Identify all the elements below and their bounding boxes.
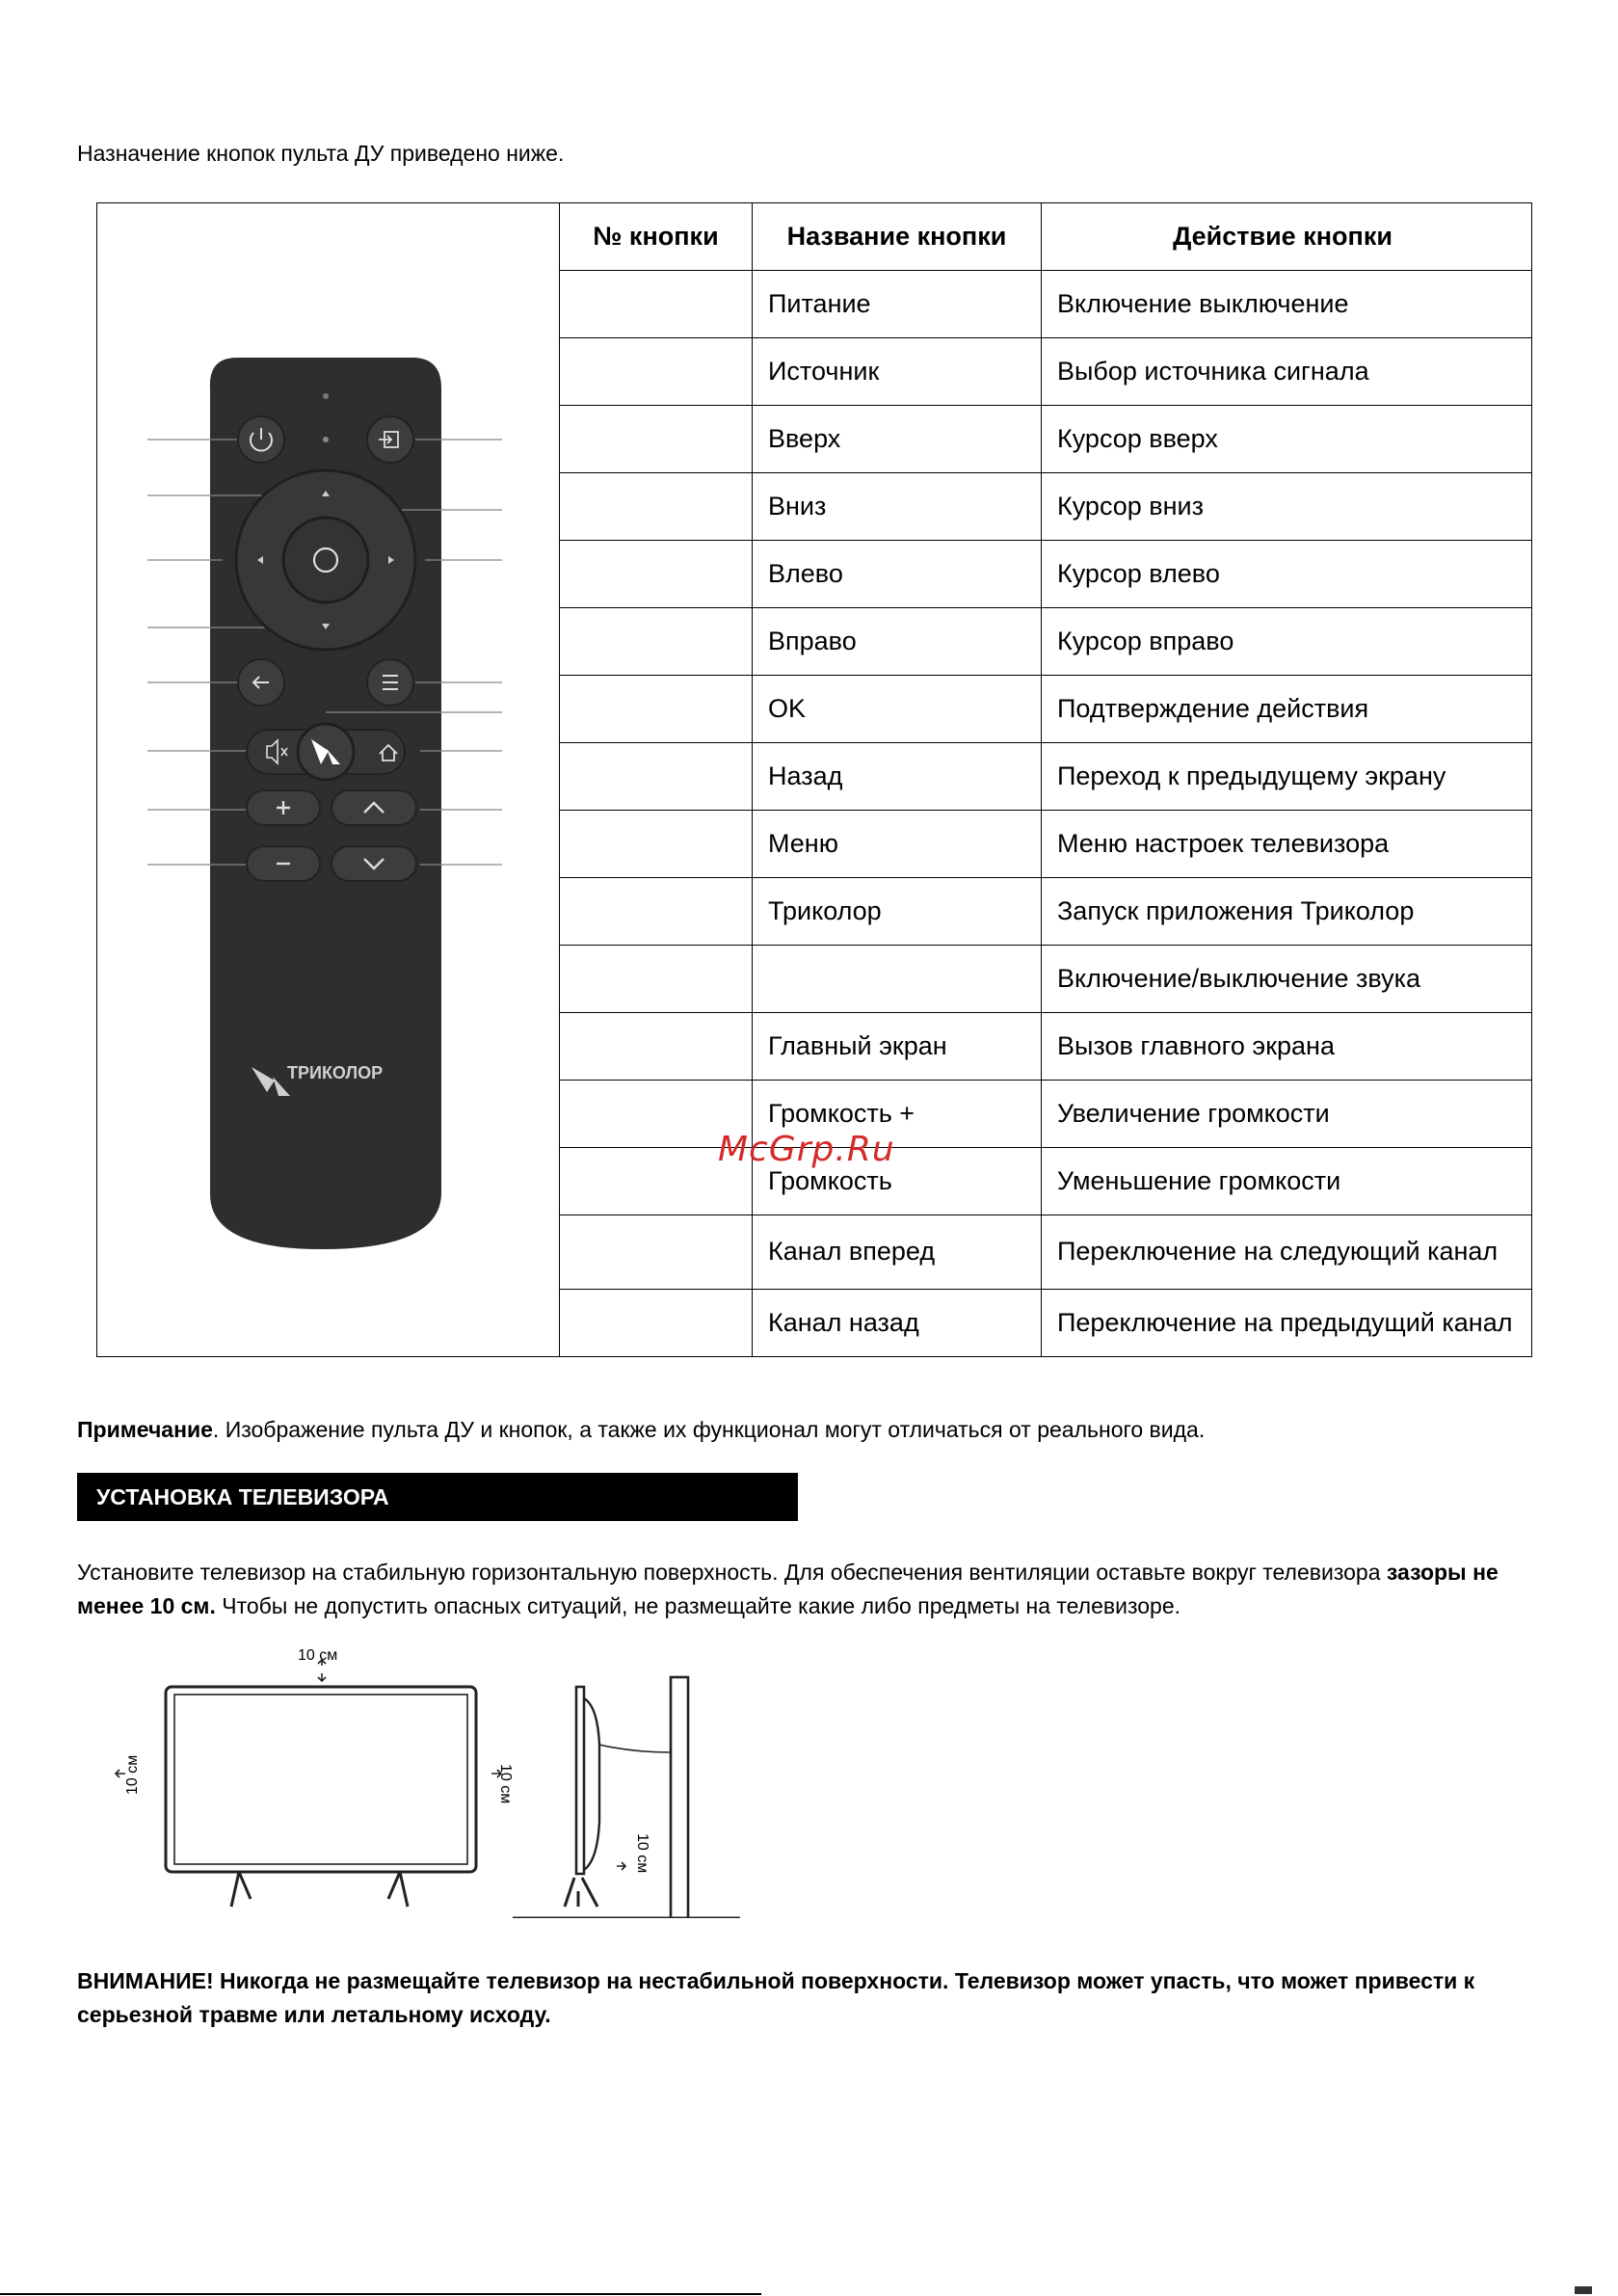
install-text-2: Чтобы не допустить опасных ситуаций, не размещайте какие либо предметы на телевизоре. [215, 1593, 1181, 1618]
header-name: Название кнопки [753, 203, 1042, 270]
watermark: McGrp.Ru [718, 1130, 895, 1169]
table-row [560, 946, 1531, 1013]
table-row [560, 608, 1531, 676]
row-button-name: Вправо [753, 608, 1042, 675]
row-button-action: Курсор вниз [1057, 491, 1204, 521]
row-number [560, 271, 753, 337]
row-button-action: Курсор вправо [1057, 626, 1234, 655]
row-button-action: Запуск приложения Триколор [1057, 895, 1415, 925]
table-row [560, 676, 1531, 743]
row-button-name [753, 946, 1042, 1012]
gap-label-right: 10 см [497, 1764, 514, 1804]
row-button-action: Включение/выключение звука [1057, 963, 1421, 993]
install-paragraph [77, 1556, 1532, 1623]
remote-buttons-table [96, 202, 1532, 1357]
row-button-action: Включение выключение [1057, 288, 1349, 318]
header-action: Действие кнопки [1173, 221, 1393, 251]
install-text-1: Установите телевизор на стабильную горизонтальную поверхность. Для обеспечения вентиляции оставьте вокруг телевизора [77, 1560, 1387, 1585]
note-text: . Изображение пульта ДУ и кнопок, а также их функционал могут отличаться от реального вида. [212, 1417, 1206, 1442]
menu-icon [367, 659, 413, 706]
row-button-name: Вниз [753, 473, 1042, 540]
table-row [560, 271, 1531, 338]
row-button-action: Переключение на предыдущий канал [1057, 1308, 1513, 1338]
row-number [560, 878, 753, 945]
gap-label-left: 10 см [124, 1754, 141, 1795]
row-number [560, 1013, 753, 1080]
gap-label-top: 10 см [298, 1647, 338, 1664]
remote-image-cell [97, 203, 560, 1356]
section-title: УСТАНОВКА ТЕЛЕВИЗОРА [77, 1473, 798, 1521]
row-button-name: Канал вперед [753, 1215, 1042, 1289]
row-button-name: Меню [753, 811, 1042, 877]
row-button-action: Переход к предыдущему экрану [1057, 761, 1446, 790]
row-button-name: Триколор [753, 878, 1042, 945]
note [77, 1417, 1205, 1443]
row-number [560, 811, 753, 877]
remote-illustration [97, 203, 558, 1356]
row-button-name: Назад [753, 743, 1042, 810]
clearance-diagram [96, 1639, 752, 1923]
row-button-name: Вверх [753, 406, 1042, 472]
row-button-name: Питание [753, 271, 1042, 337]
table-row [560, 1148, 1531, 1215]
row-button-action: Вызов главного экрана [1057, 1030, 1335, 1060]
power-icon [238, 416, 284, 463]
table-row [560, 811, 1531, 878]
row-button-name: Канал назад [753, 1290, 1042, 1357]
table-row [560, 878, 1531, 946]
table-row [560, 1081, 1531, 1148]
tv-side-view [513, 1677, 740, 1918]
table-row [560, 541, 1531, 608]
row-button-action: Курсор вверх [1057, 423, 1218, 453]
table-row [560, 1013, 1531, 1081]
row-number [560, 473, 753, 540]
back-icon [238, 659, 284, 706]
row-button-name: Громкость [753, 1148, 1042, 1215]
row-number [560, 1290, 753, 1357]
row-button-action: Увеличение громкости [1057, 1098, 1330, 1128]
row-number [560, 406, 753, 472]
intro-text: Назначение кнопок пульта ДУ приведено ниже. [77, 141, 565, 166]
row-button-action: Подтверждение действия [1057, 693, 1369, 723]
row-button-name: Главный экран [753, 1013, 1042, 1080]
row-number [560, 743, 753, 810]
row-button-name: Влево [753, 541, 1042, 607]
table-row [560, 338, 1531, 406]
table-header-row [560, 203, 1531, 271]
row-number [560, 946, 753, 1012]
row-button-action: Уменьшение громкости [1057, 1165, 1341, 1195]
logo-text: ТРИКОЛОР [287, 1063, 384, 1082]
buttons-grid [560, 203, 1531, 1356]
note-label: Примечание [77, 1417, 213, 1442]
row-button-name: Источник [753, 338, 1042, 405]
tv-front-view [116, 1647, 514, 1907]
table-row [560, 1215, 1531, 1290]
gap-label-rear: 10 см [634, 1833, 650, 1874]
table-row [560, 473, 1531, 541]
footer-rule [0, 2293, 761, 2295]
row-number [560, 676, 753, 742]
row-number [560, 608, 753, 675]
tricolor-icon [298, 724, 354, 780]
source-icon [367, 416, 413, 463]
row-number [560, 1215, 753, 1289]
table-row [560, 406, 1531, 473]
row-button-action: Курсор влево [1057, 558, 1220, 588]
row-button-action: Выбор источника сигнала [1057, 356, 1369, 386]
row-number [560, 541, 753, 607]
row-button-action: Переключение на следующий канал [1057, 1237, 1499, 1267]
header-number: № кнопки [560, 203, 753, 270]
row-number [560, 338, 753, 405]
warning-text: ВНИМАНИЕ! Никогда не размещайте телевизор на нестабильной поверхности. Телевизор может упасть, что может привести к серьезной травме или летальному исходу. [77, 1968, 1475, 2027]
install-clearance: зазоры не менее 10 см. [77, 1560, 1499, 1618]
row-button-name: Громкость + [753, 1081, 1042, 1147]
row-button-action: Меню настроек телевизора [1057, 828, 1390, 858]
row-button-name: OK [753, 676, 1042, 742]
table-row [560, 743, 1531, 811]
table-row [560, 1290, 1531, 1357]
page-marker [1575, 2286, 1592, 2294]
